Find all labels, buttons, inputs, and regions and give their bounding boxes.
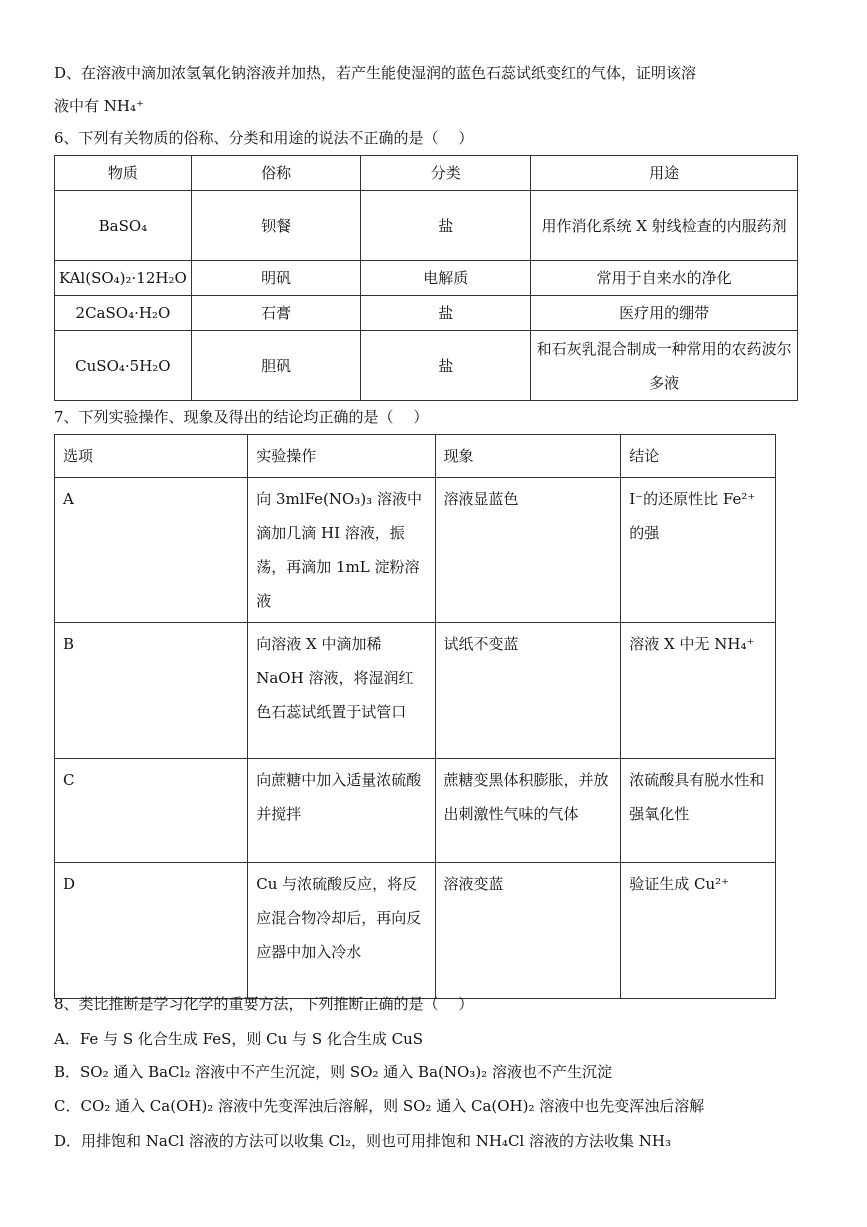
cell: 蔗糖变黑体积膨胀，并放出刺激性气味的气体 [435, 759, 621, 863]
cell: 试纸不变蓝 [435, 623, 621, 759]
cell: 明矾 [191, 261, 361, 296]
header-cell: 俗称 [191, 156, 361, 191]
cell: 向溶液 X 中滴加稀 NaOH 溶液，将湿润红色石蕊试纸置于试管口 [248, 623, 435, 759]
table-row [55, 296, 798, 331]
table-row [55, 331, 798, 401]
cell: 电解质 [361, 261, 531, 296]
cell: D [55, 863, 248, 999]
question-7-title: 7、下列实验操作、现象及得出的结论均正确的是（ ） [54, 408, 429, 426]
question-7-table [54, 434, 776, 999]
table-row [55, 623, 776, 759]
question-8-option-d: D．用排饱和 NaCl 溶液的方法可以收集 Cl₂，则也可用排饱和 NH₄Cl 溶液的方法收集 NH₃ [54, 1132, 671, 1150]
cell: 向 3mlFe(NO₃)₃ 溶液中滴加几滴 HI 溶液，振荡，再滴加 1mL 淀粉溶液 [248, 478, 435, 623]
cell: 用作消化系统 X 射线检查的内服药剂 [531, 191, 798, 261]
cell: 盐 [361, 296, 531, 331]
cell: KAl(SO₄)₂·12H₂O [55, 261, 192, 296]
question-8-option-c: C．CO₂ 通入 Ca(OH)₂ 溶液中先变浑浊后溶解，则 SO₂ 通入 Ca(OH)₂ 溶液中也先变浑浊后溶解 [54, 1097, 705, 1115]
header-cell: 物质 [55, 156, 192, 191]
cell: BaSO₄ [55, 191, 192, 261]
cell: 医疗用的绷带 [531, 296, 798, 331]
cell: CuSO₄·5H₂O [55, 331, 192, 401]
table-row [55, 191, 798, 261]
cell: 盐 [361, 331, 531, 401]
cell: 验证生成 Cu²⁺ [621, 863, 776, 999]
header-cell: 用途 [531, 156, 798, 191]
cell: 溶液 X 中无 NH₄⁺ [621, 623, 776, 759]
header-cell: 选项 [55, 435, 248, 478]
table-row [55, 863, 776, 999]
table-header-row [55, 156, 798, 191]
header-cell: 现象 [435, 435, 621, 478]
cell: 浓硫酸具有脱水性和强氧化性 [621, 759, 776, 863]
question-6-table [54, 155, 798, 401]
header-cell: 结论 [621, 435, 776, 478]
table-header-row [55, 435, 776, 478]
cell: 和石灰乳混合制成一种常用的农药波尔多液 [531, 331, 798, 401]
table-row [55, 759, 776, 863]
cell: Cu 与浓硫酸反应，将反应混合物冷却后，再向反应器中加入冷水 [248, 863, 435, 999]
option-d-continued-line1: D、在溶液中滴加浓氢氧化钠溶液并加热，若产生能使湿润的蓝色石蕊试纸变红的气体，证明该溶 [54, 64, 697, 82]
cell: 钡餐 [191, 191, 361, 261]
option-d-continued-line2: 液中有 NH₄⁺ [54, 97, 144, 115]
cell: B [55, 623, 248, 759]
cell: 2CaSO₄·H₂O [55, 296, 192, 331]
table-row [55, 478, 776, 623]
header-cell: 分类 [361, 156, 531, 191]
cell: A [55, 478, 248, 623]
cell: 溶液显蓝色 [435, 478, 621, 623]
cell: 石膏 [191, 296, 361, 331]
question-8-option-b: B．SO₂ 通入 BaCl₂ 溶液中不产生沉淀，则 SO₂ 通入 Ba(NO₃)₂ 溶液也不产生沉淀 [54, 1063, 612, 1081]
cell: C [55, 759, 248, 863]
header-cell: 实验操作 [248, 435, 435, 478]
question-8-title: 8、类比推断是学习化学的重要方法，下列推断正确的是（ ） [54, 995, 474, 1013]
cell: 胆矾 [191, 331, 361, 401]
cell: 常用于自来水的净化 [531, 261, 798, 296]
question-6-title: 6、下列有关物质的俗称、分类和用途的说法不正确的是（ ） [54, 129, 474, 147]
cell: 向蔗糖中加入适量浓硫酸并搅拌 [248, 759, 435, 863]
table-row [55, 261, 798, 296]
question-8-option-a: A．Fe 与 S 化合生成 FeS，则 Cu 与 S 化合生成 CuS [54, 1030, 424, 1048]
cell: I⁻的还原性比 Fe²⁺的强 [621, 478, 776, 623]
cell: 盐 [361, 191, 531, 261]
cell: 溶液变蓝 [435, 863, 621, 999]
